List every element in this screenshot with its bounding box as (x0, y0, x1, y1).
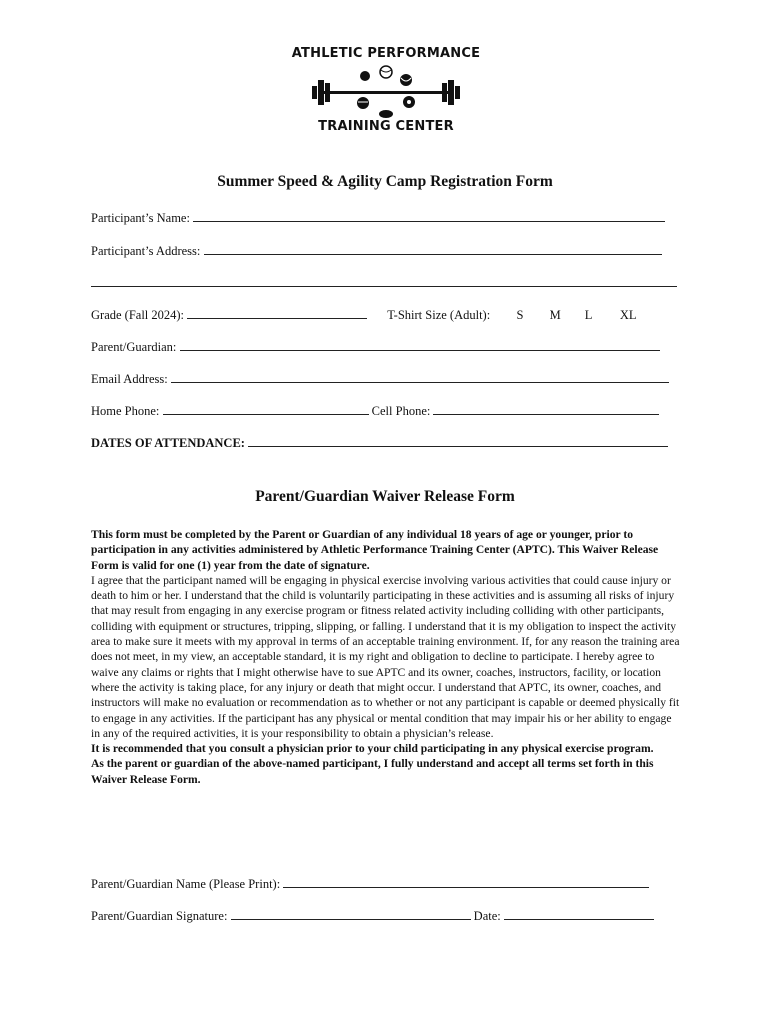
parent-guardian-row (91, 340, 660, 355)
parent-guardian-field[interactable] (180, 340, 660, 351)
participant-address-row (91, 244, 662, 259)
waiver-intro: This form must be completed by the Parent or Guardian of any individual 18 years of age or younger, prior to participation in any activities administered by Athletic Performance Training Center (APTC). This Waiver Release Form is valid for one (1) year from the date of signature. (91, 528, 659, 572)
participant-name-field[interactable] (193, 211, 665, 222)
print-name-label: Parent/Guardian Name (Please Print): (91, 877, 281, 891)
size-option-l[interactable]: L (584, 308, 593, 322)
date-field[interactable] (504, 909, 654, 920)
waiver-body: I agree that the participant named will be engaging in physical exercise involving various activities that could cause injury or death to him or her. I understand that the child is voluntarily participating in these activities and is assuming all risks of injury that may result from engaging in any exercise program or fitness related activity including colliding with other participants, colliding with equipment or structures, tripping, slipping, or falling. I understand that it is my obligation to inspect the activity area to make sure it meets with my approval in terms of an acceptable training environment. If, for any reason the training area does not meet, in my view, an acceptable standard, it is my right and obligation to decline to participate. I hereby agree to waive any claims or rights that I might otherwise have to sue APTC and its owner, coaches, instructors, facility, or location where the activity is taking place, for any injury or death that might occur. I understand that APTC, its owner, coaches, and instructors will make no evaluation or recommendation as to whether or not any participant is capable or deemed physically fit to engage in any activities. If the participant has any physical or mental condition that may impair his or her ability to engage in any of the required activities, it is your responsibility to obtain a physician’s release. (91, 573, 680, 740)
participant-address-line2-field[interactable] (91, 276, 677, 287)
cell-phone-field[interactable] (433, 404, 659, 415)
print-name-row (91, 877, 649, 892)
signature-field[interactable] (231, 909, 471, 920)
participant-address-field[interactable] (204, 244, 662, 255)
participant-name-label: Participant’s Name: (91, 211, 190, 225)
date-label: Date: (473, 909, 501, 923)
home-phone-field[interactable] (163, 404, 369, 415)
grade-label: Grade (Fall 2024): (91, 308, 185, 322)
barbell-sports-balls-icon (308, 62, 464, 120)
size-option-s[interactable]: S (516, 308, 524, 322)
grade-field[interactable] (187, 308, 367, 319)
email-row (91, 372, 669, 387)
signature-row (91, 909, 654, 924)
size-option-m[interactable]: M (549, 308, 561, 322)
participant-name-row (91, 211, 665, 226)
participant-address-line2-row (91, 276, 677, 291)
logo-bottom-text: TRAINING CENTER (318, 119, 454, 134)
waiver-acceptance: As the parent or guardian of the above-named participant, I fully understand and accept all terms set forth in this Waiver Release Form. (91, 757, 654, 786)
email-label: Email Address: (91, 372, 168, 386)
participant-address-label: Participant’s Address: (91, 244, 201, 258)
logo (284, 44, 488, 136)
size-option-xl[interactable]: XL (619, 308, 637, 322)
tshirt-size-label: T-Shirt Size (Adult): (387, 308, 491, 322)
cell-phone-label: Cell Phone: (371, 404, 431, 418)
logo-top-text: ATHLETIC PERFORMANCE (291, 46, 481, 61)
dates-row (91, 436, 668, 451)
dates-label: DATES OF ATTENDANCE: (91, 436, 245, 450)
waiver-text (91, 527, 683, 787)
email-field[interactable] (171, 372, 669, 383)
dates-field[interactable] (248, 436, 668, 447)
waiver-title: Parent/Guardian Waiver Release Form (255, 488, 515, 505)
print-name-field[interactable] (283, 877, 649, 888)
home-phone-label: Home Phone: (91, 404, 160, 418)
phone-row (91, 404, 659, 419)
grade-tshirt-row (91, 308, 637, 323)
waiver-recommendation: It is recommended that you consult a physician prior to your child participating in any physical exercise program. (91, 742, 654, 756)
parent-guardian-label: Parent/Guardian: (91, 340, 177, 354)
form-title: Summer Speed & Agility Camp Registration Form (217, 173, 553, 190)
signature-label: Parent/Guardian Signature: (91, 909, 228, 923)
